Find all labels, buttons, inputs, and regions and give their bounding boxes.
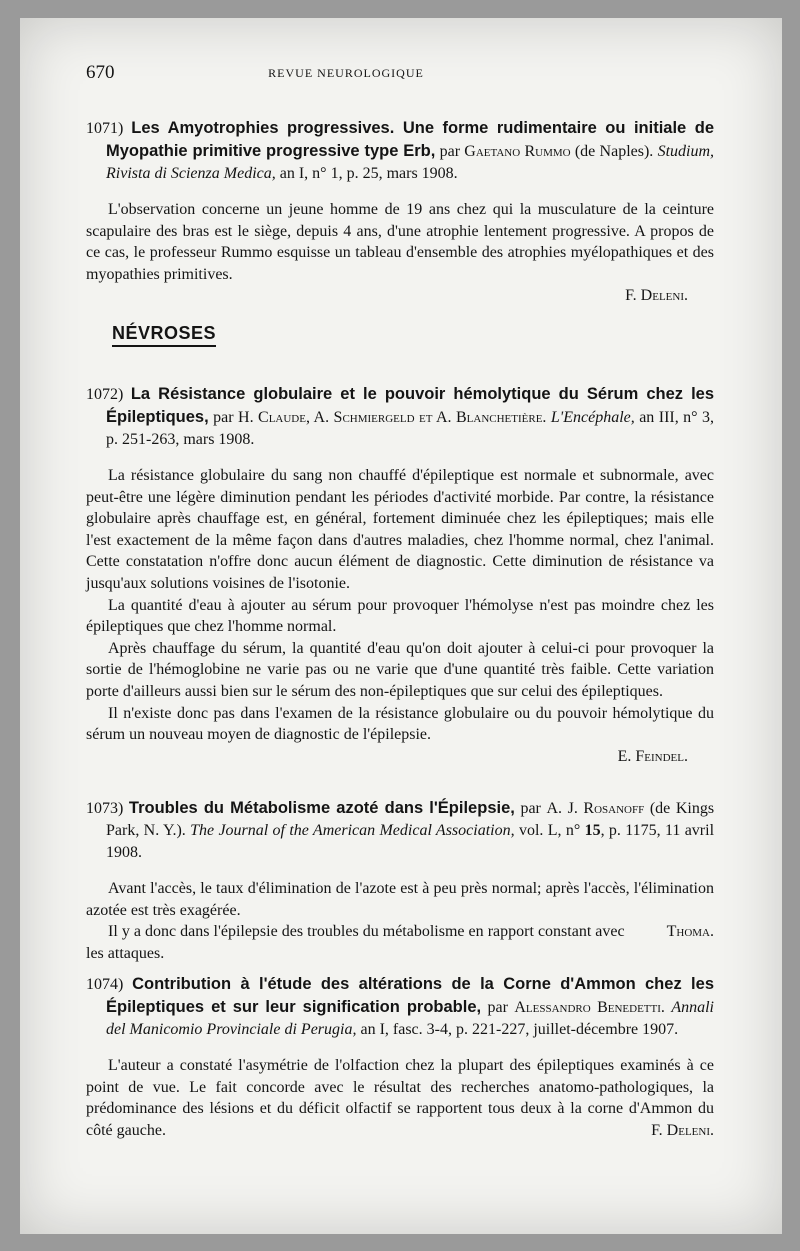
entry-paragraph: L'observation concerne un jeune homme de 19 ans chez qui la musculature de la ceinture scapulaire des bras est le siège, depuis 4 ans, d'une atrophie lentement progressive. A propos de ce cas, le professeur Rummo esquisse un tableau d'ensemble des atrophies myélopathiques et des myopathies primitives.: [86, 201, 714, 283]
section-title: NÉVROSES: [112, 323, 216, 347]
entry-citation: an I, n° 1, p. 25, mars 1908.: [279, 165, 458, 182]
entry-1071: [86, 117, 714, 306]
running-head: REVUE NEUROLOGIQUE: [268, 66, 424, 80]
entry-1072: [86, 383, 714, 767]
entry-author: H. Claude, A. Schmiergeld et A. Blanchetière.: [238, 409, 547, 426]
page-number: 670: [86, 62, 115, 83]
entry-heading: [86, 797, 714, 864]
entry-paragraph-text: Il y a donc dans l'épilepsie des troubles du métabolisme en rapport constant avec les attaques.: [86, 923, 625, 962]
entry-1073: [86, 797, 714, 964]
entry-paragraph: Après chauffage du sérum, la quantité d'eau qu'on doit ajouter à celui-ci pour provoquer la sortie de l'hémoglobine ne varie pas ou ne varie que d'une quantité très faible. Cette variation porte d'ailleurs aussi bien sur le sérum des non-épileptiques que sur celui des épileptiques.: [86, 639, 714, 700]
entry-by: par: [439, 143, 461, 160]
entry-number: 1071): [86, 120, 124, 137]
entry-heading: [86, 117, 714, 185]
entry-signature: F. Deleni.: [625, 287, 688, 305]
entry-by: par: [213, 409, 234, 426]
entry-title: Troubles du Métabolisme azoté dans l'Épilepsie,: [128, 799, 515, 817]
entry-affiliation: (de Naples).: [574, 143, 654, 160]
entry-title: Les Amyotrophies progressives. Une forme rudimentaire ou initiale de Myopathie primitive progressive type Erb,: [106, 119, 714, 160]
entry-author: Gaetano Rummo: [464, 143, 571, 160]
entry-journal: The Journal of the American Medical Association,: [190, 822, 515, 839]
entry-title: Contribution à l'étude des altérations de la Corne d'Ammon chez les Épileptiques et sur leur signification probable,: [106, 975, 714, 1016]
entry-heading: [86, 973, 714, 1041]
entry-signature: E. Feindel.: [617, 747, 688, 765]
entry-number: 1072): [86, 386, 124, 403]
entry-paragraph: Avant l'accès, le taux d'élimination de l'azote est à peu près normal; après l'accès, l'élimination azotée est très exagérée.: [86, 880, 714, 919]
entry-author: Alessandro Benedetti.: [514, 999, 665, 1016]
entry-citation-prefix: vol. L, n°: [518, 822, 581, 839]
entry-signature: Thoma.: [666, 923, 714, 941]
entry-signature: F. Deleni.: [651, 1121, 714, 1139]
entry-number: 1074): [86, 976, 124, 993]
entry-heading: [86, 383, 714, 451]
entry-paragraph: Il n'existe donc pas dans l'examen de la résistance globulaire ou du pouvoir hémolytique du sérum un nouveau moyen de diagnostic de l'épilepsie.: [86, 704, 714, 744]
entry-journal: Studium, Rivista di Scienza Medica,: [106, 143, 715, 182]
entry-affiliation: (de Kings Park, N. Y.).: [106, 800, 715, 839]
entry-paragraph: La résistance globulaire du sang non chauffé d'épileptique est normale et subnormale, avec peut-être une légère diminution pendant les périodes d'activité morbide. Par contre, la résistance globulaire après chauffage est, en général, fortement diminuée chez les épileptiques; mais elle l'est exactement de la même façon dans d'autres maladies, chez l'homme normal, chez l'animal. Cette constatation n'offre donc aucun élément de diagnostic. Cette diminution de résistance va jusqu'aux solutions voisines de l'isotonie.: [86, 467, 714, 592]
entry-citation: an I, fasc. 3-4, p. 221-227, juillet-décembre 1907.: [360, 1021, 679, 1038]
page-header: [86, 62, 606, 88]
entry-paragraph: [86, 921, 714, 964]
entry-author: A. J. Rosanoff: [546, 800, 645, 817]
entry-paragraph: La quantité d'eau à ajouter au sérum pour provoquer l'hémolyse n'est pas moindre chez les épileptiques que chez l'homme normal.: [86, 596, 714, 636]
entry-citation: an III, n° 3, p. 251-263, mars 1908.: [106, 409, 715, 448]
entry-paragraph: [86, 1055, 714, 1141]
entry-journal: L'Encéphale,: [550, 409, 635, 426]
entry-number: 1073): [86, 800, 124, 817]
entry-1074: [86, 973, 714, 1141]
entry-by: par: [520, 800, 541, 817]
entry-journal: Annali del Manicomio Provinciale di Perugia,: [106, 999, 714, 1038]
entry-by: par: [487, 999, 508, 1016]
entry-citation-suffix: , p. 1175, 11 avril 1908.: [106, 822, 715, 861]
entry-title: La Résistance globulaire et le pouvoir hémolytique du Sérum chez les Épileptiques,: [106, 385, 715, 426]
entry-citation-number: 15: [584, 822, 601, 839]
entry-paragraph-text: L'auteur a constaté l'asymétrie de l'olfaction chez la plupart des épileptiques examinés à ce point de vue. Le fait concorde avec le résultat des recherches anatomo-pathologiques, la prédominance des lésions et du déficit olfactif se rapportent tous deux à la corne d'Ammon du côté gauche.: [86, 1057, 714, 1139]
